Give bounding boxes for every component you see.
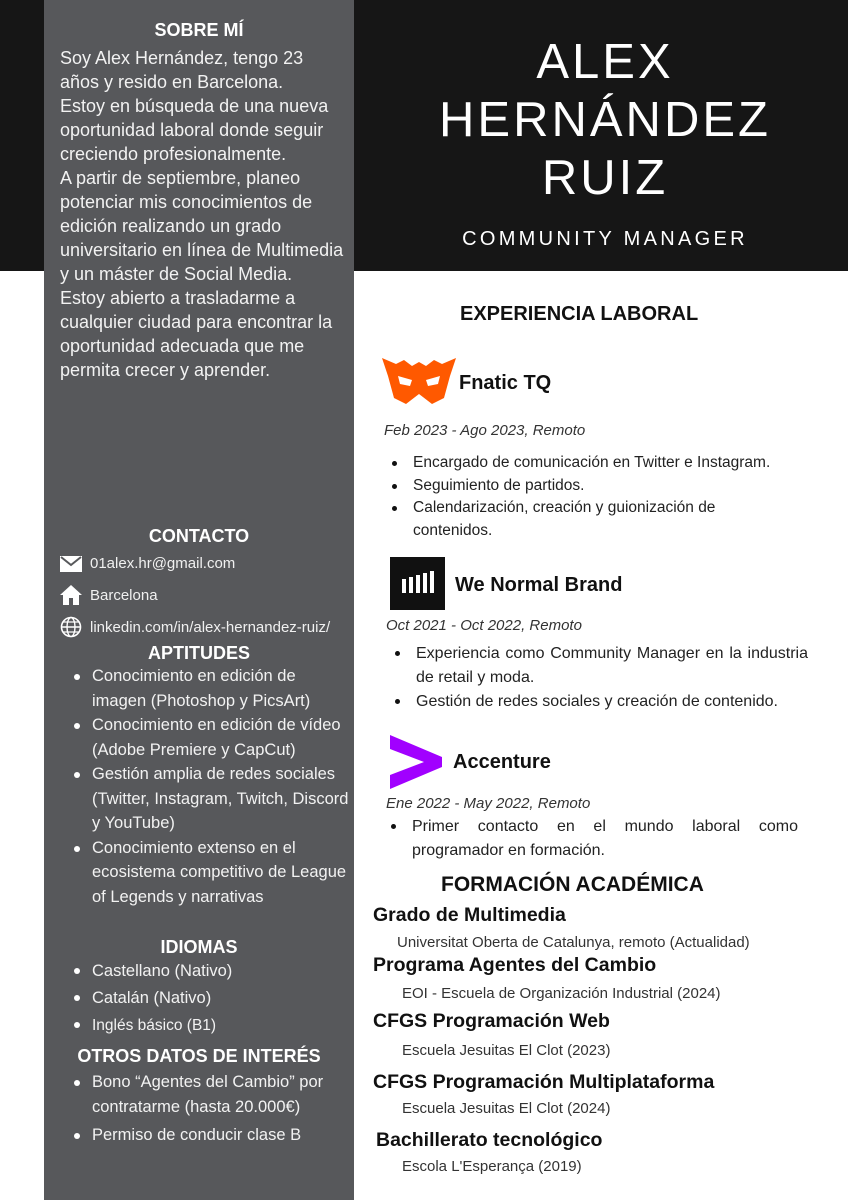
edu-title: Programa Agentes del Cambio	[373, 954, 657, 976]
linkedin-text: linkedin.com/in/alex-hernandez-ruiz/	[90, 618, 331, 636]
globe-icon	[60, 616, 82, 638]
job-bullets	[386, 815, 798, 863]
name-line: HERNÁNDEZ	[439, 93, 771, 147]
skills-heading: APTITUDES	[147, 643, 250, 663]
other-list	[74, 1070, 354, 1148]
about-paragraph: Estoy en búsqueda de una nueva oportunidad laboral donde seguir creciendo profesionalmente.	[60, 96, 329, 164]
languages-heading: IDIOMAS	[160, 937, 238, 957]
company-wnb: We Normal Brand	[455, 574, 623, 596]
name-line: ALEX	[536, 35, 674, 89]
sidebar	[44, 0, 354, 1200]
about-paragraph: Estoy abierto a trasladarme a cualquier ciudad para encontrar la oportunidad adecuada que me permita crecer y aprender.	[60, 288, 333, 380]
job-dates: Ene 2022 - May 2022, Remoto	[386, 795, 591, 812]
contact-email[interactable]	[60, 555, 235, 572]
job-dates: Feb 2023 - Ago 2023, Remoto	[384, 422, 586, 439]
contact-city	[60, 585, 158, 605]
wnb-logo-icon	[390, 557, 445, 610]
company-accenture: Accenture	[453, 751, 551, 773]
edu-detail: EOI - Escuela de Organización Industrial (2024)	[402, 985, 721, 1002]
list-item: Conocimiento en edición de imagen (Photoshop y PicsArt)	[74, 664, 354, 713]
list-item: Gestión de redes sociales y creación de contenido.	[390, 690, 808, 714]
email-text: 01alex.hr@gmail.com	[90, 555, 236, 572]
other-heading: OTROS DATOS DE INTERÉS	[77, 1046, 321, 1066]
languages-list	[74, 958, 354, 1039]
candidate-name	[400, 34, 810, 208]
about-paragraph: Soy Alex Hernández, tengo 23 años y resido en Barcelona.	[60, 48, 304, 92]
list-item: Seguimiento de partidos.	[387, 475, 817, 498]
job-dates: Oct 2021 - Oct 2022, Remoto	[386, 617, 582, 634]
list-item: Bono “Agentes del Cambio” por contratarme (hasta 20.000€)	[74, 1070, 332, 1119]
list-item: Permiso de conducir clase B	[74, 1123, 354, 1148]
experience-heading: EXPERIENCIA LABORAL	[460, 303, 699, 325]
edu-title: CFGS Programación Multiplataforma	[373, 1071, 715, 1093]
about-text	[60, 46, 346, 382]
list-item: Castellano (Nativo)	[74, 958, 354, 985]
name-line: RUIZ	[541, 151, 669, 205]
list-item: Experiencia como Community Manager en la industria de retail y moda.	[390, 642, 808, 690]
city-text: Barcelona	[90, 586, 158, 604]
list-item: Inglés básico (B1)	[74, 1012, 354, 1039]
list-item: Encargado de comunicación en Twitter e Instagram.	[387, 452, 817, 475]
edu-title: CFGS Programación Web	[373, 1010, 610, 1032]
about-heading: SOBRE MÍ	[154, 20, 244, 40]
mail-icon	[60, 556, 82, 572]
contact-heading: CONTACTO	[148, 526, 250, 546]
education-heading: FORMACIÓN ACADÉMICA	[441, 873, 704, 896]
job-bullets	[387, 452, 817, 542]
contact-linkedin[interactable]	[60, 616, 330, 638]
job-bullets	[390, 642, 808, 714]
list-item: Gestión amplia de redes sociales (Twitter, Instagram, Twitch, Discord y YouTube)	[74, 762, 354, 836]
edu-title: Bachillerato tecnológico	[376, 1129, 603, 1151]
list-item: Conocimiento en edición de vídeo (Adobe Premiere y CapCut)	[74, 713, 354, 762]
candidate-role: COMMUNITY MANAGER	[462, 228, 748, 250]
list-item: Primer contacto en el mundo laboral como programador en formación.	[386, 815, 798, 863]
skills-list	[74, 664, 354, 909]
edu-detail: Universitat Oberta de Catalunya, remoto (Actualidad)	[397, 934, 750, 951]
list-item: Calendarización, creación y guionización de contenidos.	[387, 497, 753, 542]
edu-detail: Escuela Jesuitas El Clot (2023)	[402, 1042, 611, 1059]
edu-detail: Escuela Jesuitas El Clot (2024)	[402, 1100, 611, 1117]
home-icon	[60, 585, 82, 605]
list-item: Catalán (Nativo)	[74, 985, 354, 1012]
company-fnatic: Fnatic TQ	[459, 372, 552, 394]
fnatic-logo-icon	[382, 358, 456, 404]
edu-detail: Escola L'Esperança (2019)	[402, 1158, 582, 1175]
about-paragraph: A partir de septiembre, planeo potenciar mis conocimientos de edición realizando un grado universitario en línea de Multimedia y un máster de Social Media.	[60, 168, 344, 284]
list-item: Conocimiento extenso en el ecosistema competitivo de League of Legends y narrativas	[74, 836, 354, 910]
edu-title: Grado de Multimedia	[373, 904, 566, 926]
accenture-logo-icon	[390, 735, 442, 789]
